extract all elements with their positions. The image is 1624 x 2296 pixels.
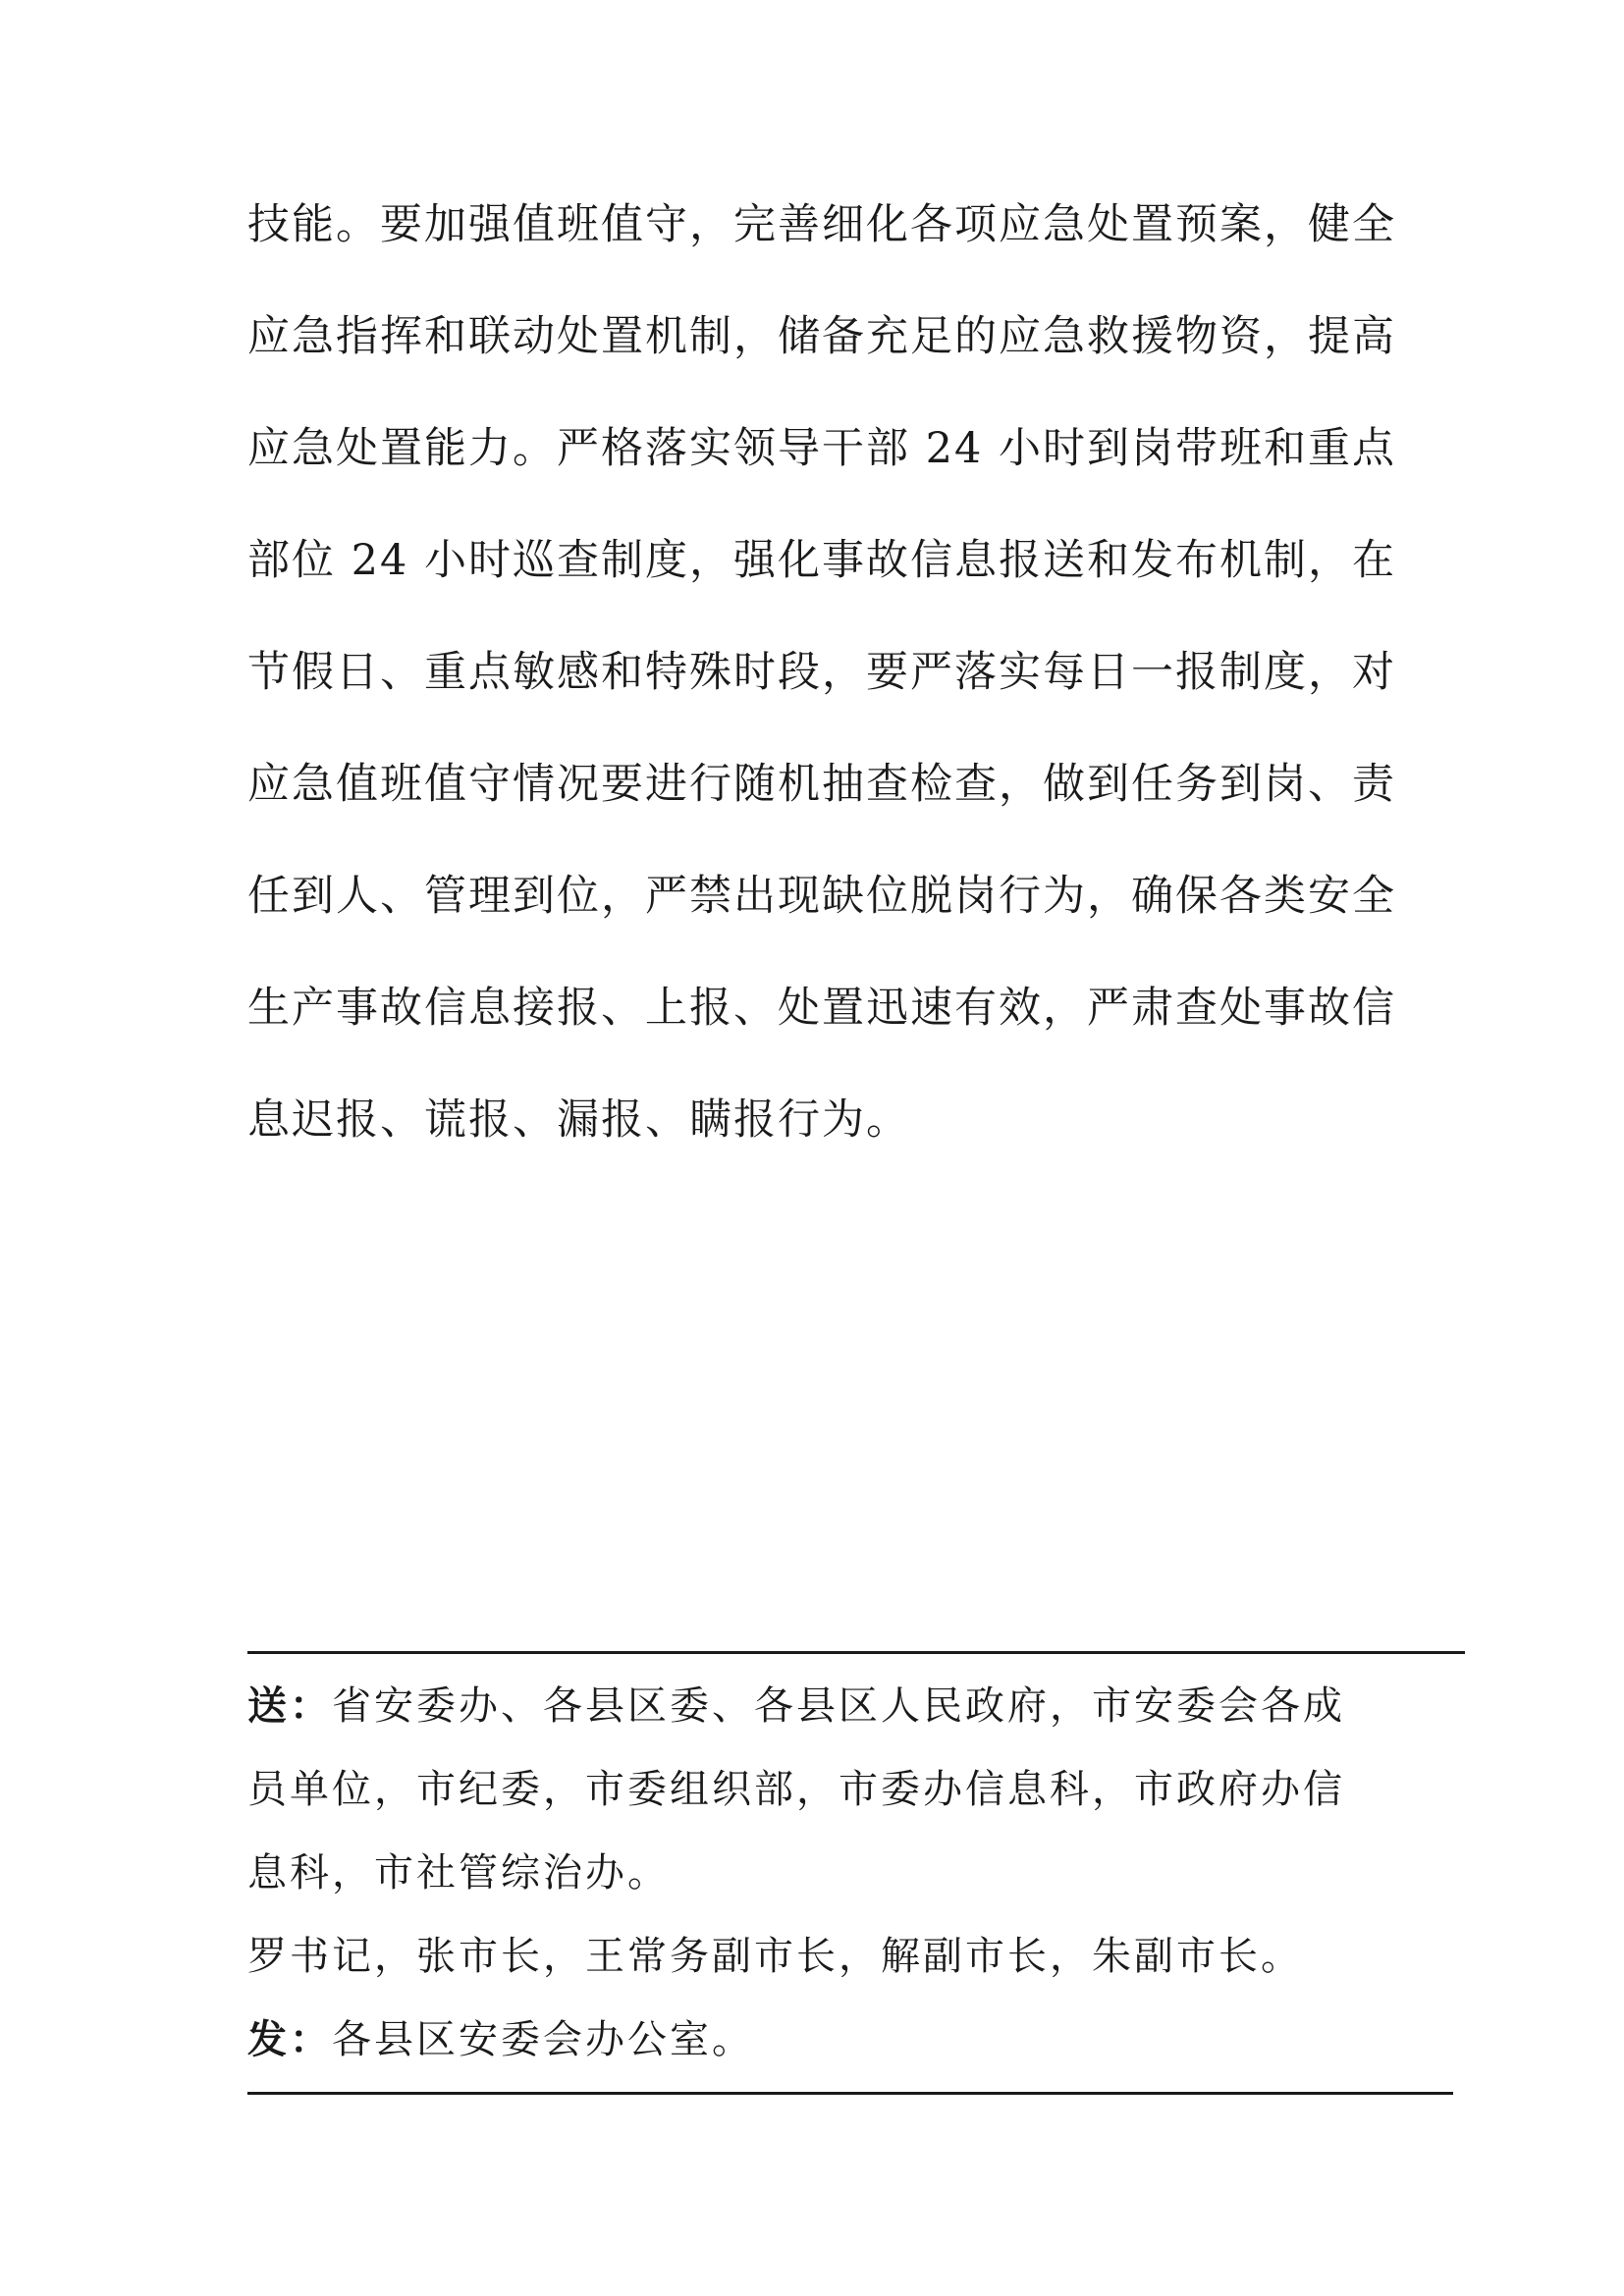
leaders-line: 罗书记，张市长，王常务副市长，解副市长，朱副市长。: [247, 1934, 1303, 1979]
body-line-4: 部位 24 小时巡查制度，强化事故信息报送和发布机制，在: [247, 536, 1397, 585]
issue-label: 发：: [247, 2016, 332, 2062]
send-recipients-2: 员单位，市纪委，市委组织部，市委办信息科，市政府办信: [247, 1767, 1345, 1812]
body-line-1: 技能。要加强值班值守，完善细化各项应急处置预案，健全: [247, 200, 1396, 249]
issue-to-line: [247, 2013, 1457, 2066]
body-line-2: 应急指挥和联动处置机制，储备充足的应急救援物资，提高: [247, 312, 1396, 361]
distribution-list: [247, 1654, 1457, 2092]
footer-bottom-rule: [247, 2092, 1453, 2095]
send-recipients-3: 息科，市社管综治办。: [247, 1850, 670, 1896]
issue-recipients: 各县区安委会办公室。: [332, 2017, 754, 2062]
body-line-6: 应急值班值守情况要进行随机抽查检查，做到任务到岗、责: [247, 760, 1396, 809]
distribution-footer: [247, 1651, 1457, 2095]
body-line-5: 节假日、重点敏感和特殊时段，要严落实每日一报制度，对: [247, 648, 1396, 697]
body-line-9: 息迟报、谎报、漏报、瞒报行为。: [247, 1095, 910, 1145]
send-recipients-1: 省安委办、各县区委、各县区人民政府，市安委会各成: [332, 1683, 1345, 1729]
body-paragraph: [247, 196, 1397, 1203]
body-line-7: 任到人、管理到位，严禁出现缺位脱岗行为，确保各类安全: [247, 872, 1396, 921]
send-label: 送：: [247, 1682, 332, 1729]
body-line-3: 应急处置能力。严格落实领导干部 24 小时到岗带班和重点: [247, 424, 1397, 473]
body-line-8: 生产事故信息接报、上报、处置迅速有效，严肃查处事故信: [247, 984, 1396, 1033]
send-to-line: [247, 1680, 1457, 1733]
